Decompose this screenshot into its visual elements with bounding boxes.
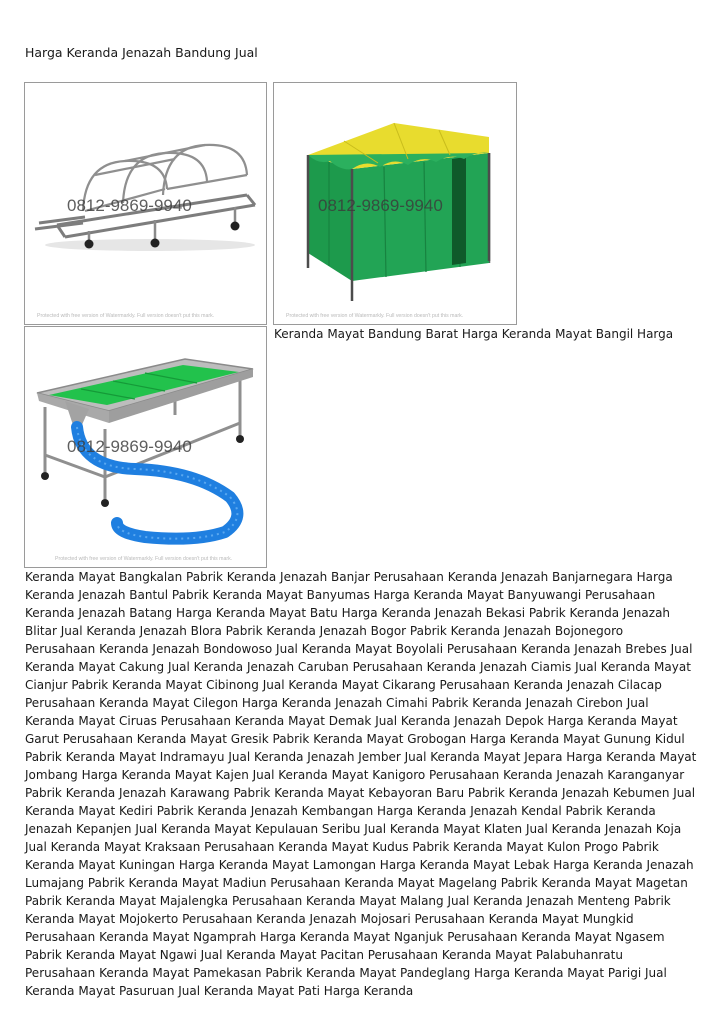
svg-text:0812-9869-9940: 0812-9869-9940 (318, 196, 443, 215)
svg-text:Protected with free version of: Protected with free version of Watermarkly. Full version doesn't put this mark. (37, 313, 215, 319)
body-paragraph: Keranda Mayat Bangkalan Pabrik Keranda Jenazah Banjar Perusahaan Keranda Jenazah Banjarnegara Harga Keranda Jenazah Bantul Pabrik Keranda Mayat Banyumas Harga Keranda Mayat Banyuwangi Perusahaan Keranda Jenazah Batang Harga Keranda Mayat Batu Harga Keranda Jenazah Bekasi Pabrik Keranda Jenazah Blitar Jual Keranda Jenazah Blora Pabrik Keranda Jenazah Bogor Pabrik Keranda Jenazah Bojonegoro Perusahaan Keranda Jenazah Bondowoso Jual Keranda Mayat Boyolali Perusahaan Keranda Jenazah Brebes Jual Keranda Mayat Cakung Jual Keranda Jenazah Caruban Perusahaan Keranda Jenazah Ciamis Jual Keranda Mayat Cianjur Pabrik Keranda Mayat Cibinong Jual Keranda Mayat Cikarang Perusahaan Keranda Jenazah Cilacap Perusahaan Keranda Mayat Cilegon Harga Keranda Jenazah Cimahi Pabrik Keranda Jenazah Cirebon Jual Keranda Mayat Ciruas Perusahaan Keranda Mayat Demak Jual Keranda Jenazah Depok Harga Keranda Mayat Garut Perusahaan Keranda Mayat Gresik Pabrik Keranda Mayat Grobogan Harga Keranda Mayat Gunung Kidul Pabrik Keranda Mayat Indramayu Jual Keranda Jenazah Jember Jual Keranda Mayat Jepara Harga Keranda Mayat Jombang Harga Keranda Mayat Kajen Jual Keranda Mayat Kanigoro Perusahaan Keranda Jenazah Karanganyar Pabrik Keranda Jenazah Karawang Pabrik Keranda Mayat Kebayoran Baru Pabrik Keranda Jenazah Kebumen Jual Keranda Mayat Kediri Pabrik Keranda Jenazah Kembangan Harga Keranda Jenazah Kendal Pabrik Keranda Jenazah Kepanjen Jual Keranda Mayat Kepulauan Seribu Jual Keranda Mayat Klaten Jual Keranda Jenazah Koja Jual Keranda Mayat Kraksaan Perusahaan Keranda Mayat Kudus Pabrik Keranda Mayat Kulon Progo Pabrik Keranda Mayat Kuningan Harga Keranda Mayat Lamongan Harga Keranda Mayat Lebak Harga Keranda Jenazah Lumajang Pabrik Keranda Mayat Madiun Perusahaan Keranda Mayat Magelang Pabrik Keranda Mayat Magetan Pabrik Keranda Mayat Majalengka Perusahaan Keranda Mayat Malang Jual Keranda Jenazah Menteng Pabrik Keranda Mayat Mojokerto Perusahaan Keranda Jenazah Mojosari Perusahaan Keranda Mayat Mungkid Perusahaan Keranda Mayat Ngamprah Harga Keranda Mayat Nganjuk Perusahaan Keranda Mayat Ngasem Pabrik Keranda Mayat Ngawi Jual Keranda Mayat Pacitan Perusahaan Keranda Mayat Palabuhanratu Perusahaan Keranda Mayat Pamekasan Pabrik Keranda Mayat Pandeglang Harga Keranda Mayat Parigi Jual Keranda Mayat Pasuruan Jual Keranda Mayat Pati Harga Keranda (25, 570, 697, 998)
image-caption: Keranda Mayat Bandung Barat Harga Keranda Mayat Bangil Harga (274, 327, 674, 341)
page-title: Harga Keranda Jenazah Bandung Jual (25, 45, 258, 60)
svg-text:0812-9869-9940: 0812-9869-9940 (67, 196, 192, 215)
svg-text:0812-9869-9940: 0812-9869-9940 (67, 437, 192, 456)
svg-text:Protected with free version of: Protected with free version of Watermarkly. Full version doesn't put this mark. (55, 556, 233, 562)
washing-table-image (24, 326, 267, 568)
tent-image (273, 82, 517, 325)
stretcher-cart-image (24, 82, 267, 325)
svg-text:Protected with free version of: Protected with free version of Watermarkly. Full version doesn't put this mark. (286, 313, 464, 319)
